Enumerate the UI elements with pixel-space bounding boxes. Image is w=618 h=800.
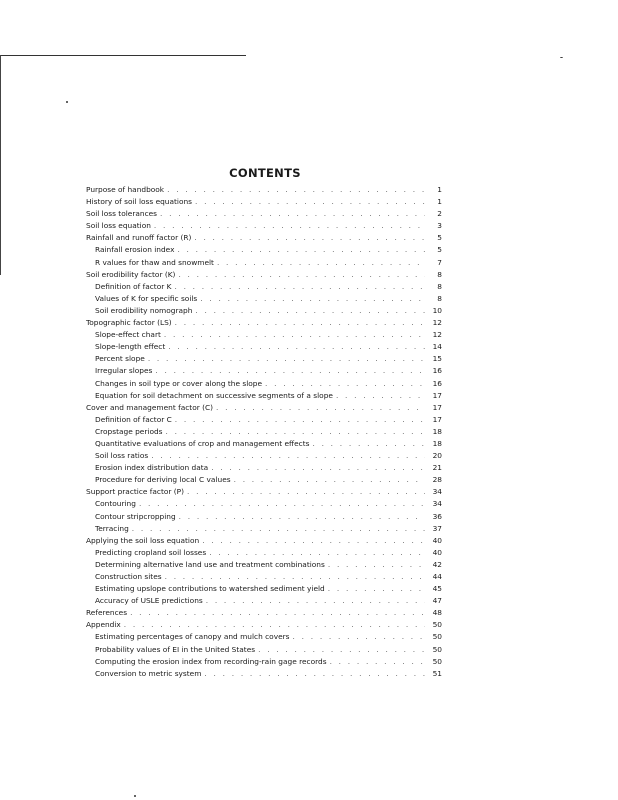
toc-entry-page: 47 (432, 596, 442, 606)
toc-entry (86, 184, 442, 196)
toc-entry (86, 317, 442, 329)
toc-dot-leader (330, 656, 425, 668)
toc-entry-page: 50 (432, 620, 442, 630)
toc-entry-page: 36 (432, 511, 442, 521)
toc-entry (86, 390, 442, 402)
toc-dot-leader (139, 498, 425, 510)
toc-entry-page: 28 (432, 475, 442, 485)
toc-entry-page: 17 (432, 402, 442, 412)
toc-entry-page: 34 (432, 487, 442, 497)
toc-dot-leader (200, 293, 425, 305)
toc-dot-leader (265, 378, 425, 390)
toc-dot-leader (160, 208, 425, 220)
toc-entry (86, 523, 442, 535)
toc-entry-page: 8 (437, 269, 442, 279)
toc-entry (86, 293, 442, 305)
toc-entry-label: Values of K for specific soils (95, 293, 198, 303)
toc-entry-label: Percent slope (95, 354, 145, 364)
toc-dot-leader (216, 402, 425, 414)
toc-dot-leader (187, 486, 425, 498)
toc-entry (86, 462, 442, 474)
toc-dot-leader (195, 196, 425, 208)
toc-entry-label: Topographic factor (LS) (86, 318, 172, 328)
toc-entry-label: Applying the soil loss equation (86, 535, 200, 545)
toc-entry (86, 656, 442, 668)
toc-entry-page: 42 (432, 559, 442, 569)
toc-entry-label: Contour stripcropping (95, 511, 176, 521)
toc-entry-label: Slope-effect chart (95, 330, 161, 340)
scan-edge-line-left (0, 55, 1, 275)
toc-entry-label: History of soil loss equations (86, 197, 193, 207)
toc-dot-leader (177, 244, 425, 256)
toc-dot-leader (195, 305, 425, 317)
toc-entry-label: References (86, 608, 128, 618)
toc-entry-label: Irregular slopes (95, 366, 153, 376)
toc-entry (86, 498, 442, 510)
toc-entry (86, 511, 442, 523)
page-title: CONTENTS (229, 166, 301, 180)
toc-entry-page: 3 (437, 221, 442, 231)
toc-entry (86, 438, 442, 450)
toc-entry-page: 8 (437, 293, 442, 303)
toc-entry-page: 14 (432, 342, 442, 352)
toc-entry (86, 281, 442, 293)
toc-dot-leader (217, 257, 425, 269)
toc-entry-label: Soil erodibility factor (K) (86, 269, 176, 279)
toc-entry (86, 486, 442, 498)
toc-entry (86, 559, 442, 571)
toc-entry-page: 18 (432, 426, 442, 436)
toc-dot-leader (166, 426, 425, 438)
toc-entry-label: Determining alternative land use and treatment combinations (95, 559, 325, 569)
toc-entry (86, 571, 442, 583)
toc-entry-label: Soil erodibility nomograph (95, 305, 193, 315)
toc-entry (86, 426, 442, 438)
toc-entry-label: Erosion index distribution data (95, 463, 209, 473)
toc-entry-page: 16 (432, 378, 442, 388)
toc-entry-page: 44 (432, 572, 442, 581)
toc-entry-label: Procedure for deriving local C values (95, 475, 231, 485)
toc-dot-leader (175, 414, 425, 426)
toc-entry (86, 607, 442, 619)
toc-entry (86, 365, 442, 377)
toc-dot-leader (155, 365, 425, 377)
toc-entry (86, 402, 442, 414)
toc-entry-page: 1 (437, 197, 442, 207)
toc-entry-label: Appendix (86, 620, 121, 630)
toc-entry-label: Definition of factor K (95, 281, 172, 291)
toc-entry-page: 51 (432, 668, 442, 678)
toc-entry (86, 378, 442, 390)
toc-entry-page: 10 (432, 305, 442, 315)
toc-dot-leader (211, 462, 425, 474)
toc-entry-label: Computing the erosion index from recording-rain gage records (95, 656, 327, 666)
toc-entry-page: 21 (432, 463, 442, 473)
toc-entry (86, 644, 442, 656)
toc-dot-leader (165, 571, 425, 583)
toc-entry-label: R values for thaw and snowmelt (95, 257, 214, 267)
toc-entry-page: 50 (432, 632, 442, 642)
toc-entry-page: 45 (432, 584, 442, 594)
toc-entry-label: Support practice factor (P) (86, 487, 185, 497)
toc-entry-label: Soil loss equation (86, 221, 151, 231)
toc-entry-page: 50 (432, 644, 442, 654)
toc-entry-label: Definition of factor C (95, 414, 172, 424)
toc-dot-leader (336, 390, 425, 402)
toc-entry (86, 232, 442, 244)
toc-entry-label: Soil loss tolerances (86, 209, 158, 219)
toc-entry (86, 595, 442, 607)
toc-entry-page: 1 (437, 185, 442, 194)
toc-entry-label: Soil loss ratios (95, 451, 149, 461)
toc-entry-label: Slope-length effect (95, 342, 166, 352)
toc-entry (86, 547, 442, 559)
toc-entry (86, 329, 442, 341)
toc-entry-page: 40 (432, 547, 442, 557)
toc-entry-page: 16 (432, 366, 442, 376)
toc-dot-leader (209, 547, 425, 559)
toc-entry (86, 668, 442, 680)
toc-entry-label: Terracing (95, 523, 129, 533)
toc-dot-leader (178, 269, 425, 281)
toc-dot-leader (151, 450, 425, 462)
toc-entry (86, 414, 442, 426)
toc-entry-label: Probability values of EI in the United States (95, 644, 256, 654)
toc-dot-leader (204, 668, 425, 680)
toc-entry (86, 208, 442, 220)
toc-entry-page: 48 (432, 608, 442, 618)
toc-entry-page: 12 (432, 330, 442, 340)
toc-dot-leader (206, 595, 425, 607)
toc-dot-leader (194, 232, 425, 244)
toc-dot-leader (175, 317, 425, 329)
toc-dot-leader (258, 644, 425, 656)
toc-entry-page: 17 (432, 414, 442, 424)
toc-dot-leader (130, 607, 425, 619)
toc-entry (86, 196, 442, 208)
toc-entry (86, 474, 442, 486)
toc-entry-label: Rainfall erosion index (95, 245, 175, 255)
toc-entry-label: Estimating percentages of canopy and mulch covers (95, 632, 290, 642)
toc-entry-page: 40 (432, 535, 442, 545)
toc-entry (86, 269, 442, 281)
toc-entry-page: 5 (437, 233, 442, 243)
toc-dot-leader (293, 631, 425, 643)
toc-dot-leader (167, 184, 425, 196)
toc-entry-page: 12 (432, 318, 442, 328)
table-of-contents (86, 184, 442, 680)
toc-entry (86, 619, 442, 631)
toc-entry-label: Rainfall and runoff factor (R) (86, 233, 192, 243)
toc-entry-page: 37 (432, 523, 442, 533)
toc-entry-label: Changes in soil type or cover along the slope (95, 378, 263, 388)
toc-dot-leader (154, 220, 425, 232)
toc-entry-label: Equation for soil detachment on successive segments of a slope (95, 390, 333, 400)
toc-entry (86, 220, 442, 232)
toc-entry-page: 20 (432, 451, 442, 461)
toc-dot-leader (179, 511, 425, 523)
toc-entry (86, 244, 442, 256)
toc-entry (86, 583, 442, 595)
toc-entry (86, 631, 442, 643)
toc-entry-label: Construction sites (95, 572, 162, 581)
toc-dot-leader (124, 619, 425, 631)
toc-entry (86, 305, 442, 317)
toc-entry-page: 8 (437, 281, 442, 291)
toc-entry-label: Predicting cropland soil losses (95, 547, 207, 557)
toc-dot-leader (202, 535, 425, 547)
toc-dot-leader (312, 438, 425, 450)
toc-entry-label: Conversion to metric system (95, 668, 202, 678)
toc-entry-label: Accuracy of USLE predictions (95, 596, 203, 606)
toc-dot-leader (132, 523, 425, 535)
toc-entry-page: 18 (432, 438, 442, 448)
toc-entry-page: 17 (432, 390, 442, 400)
toc-entry-page: 5 (437, 245, 442, 255)
toc-dot-leader (168, 341, 425, 353)
toc-dot-leader (234, 474, 425, 486)
toc-entry (86, 353, 442, 365)
toc-entry-page: 50 (432, 656, 442, 666)
toc-entry (86, 257, 442, 269)
toc-entry-label: Estimating upslope contributions to watershed sediment yield (95, 584, 325, 594)
toc-entry (86, 341, 442, 353)
scan-speck (560, 57, 563, 58)
scan-speck (134, 795, 136, 797)
toc-entry-label: Contouring (95, 499, 136, 509)
scan-edge-line-top (0, 55, 246, 56)
toc-entry-label: Quantitative evaluations of crop and management effects (95, 438, 310, 448)
toc-dot-leader (174, 281, 425, 293)
toc-dot-leader (164, 329, 425, 341)
toc-entry-page: 15 (432, 354, 442, 364)
toc-dot-leader (328, 583, 425, 595)
toc-entry-page: 2 (437, 209, 442, 219)
toc-entry-page: 34 (432, 499, 442, 509)
toc-dot-leader (328, 559, 425, 571)
toc-entry-page: 7 (437, 257, 442, 267)
toc-entry-label: Cover and management factor (C) (86, 402, 214, 412)
toc-entry-label: Purpose of handbook (86, 185, 165, 194)
toc-entry (86, 450, 442, 462)
toc-entry (86, 535, 442, 547)
scan-speck (66, 101, 68, 103)
toc-entry-label: Cropstage periods (95, 426, 163, 436)
toc-dot-leader (148, 353, 425, 365)
